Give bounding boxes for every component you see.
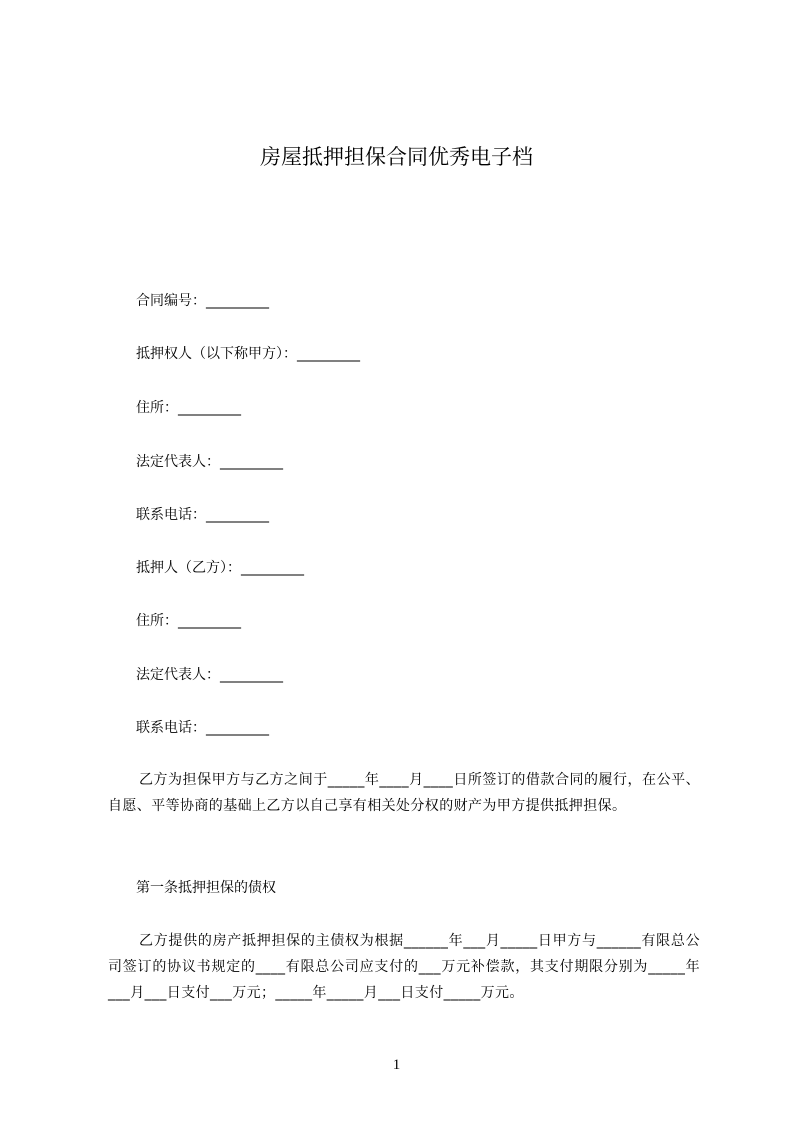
mortgagee-phone-field: 联系电话：_________ [136, 507, 269, 523]
mortgagor-phone-field: 联系电话：_________ [136, 720, 269, 736]
page-number: 1 [392, 1057, 401, 1073]
document-title: 房屋抵押担保合同优秀电子档 [260, 145, 533, 169]
mortgagor-field: 抵押人（乙方）：_________ [136, 560, 304, 576]
mortgagor-legal-rep-field: 法定代表人：_________ [136, 667, 283, 683]
section-1-heading: 第一条抵押担保的债权 [136, 880, 276, 896]
contract-number-field: 合同编号：_________ [136, 293, 269, 309]
mortgagee-field: 抵押权人（以下称甲方）：_________ [136, 346, 360, 362]
mortgagor-address-field: 住所：_________ [136, 613, 241, 629]
paragraph-section-1: 乙方提供的房产抵押担保的主债权为根据______年___月_____日甲方与______有限总公司签订的协议书规定的____有限总公司应支付的___万元补偿款，其支付期限分别为_____年___月___日支付___万元；_____年_____月___日支付_____万元。 [108, 933, 700, 1001]
mortgagee-legal-rep-field: 法定代表人：_________ [136, 454, 283, 470]
paragraph-preamble: 乙方为担保甲方与乙方之间于_____年____月____日所签订的借款合同的履行，在公平、自愿、平等协商的基础上乙方以自己享有相关处分权的财产为甲方提供抵押担保。 [108, 772, 700, 814]
mortgagee-address-field: 住所：_________ [136, 400, 241, 416]
